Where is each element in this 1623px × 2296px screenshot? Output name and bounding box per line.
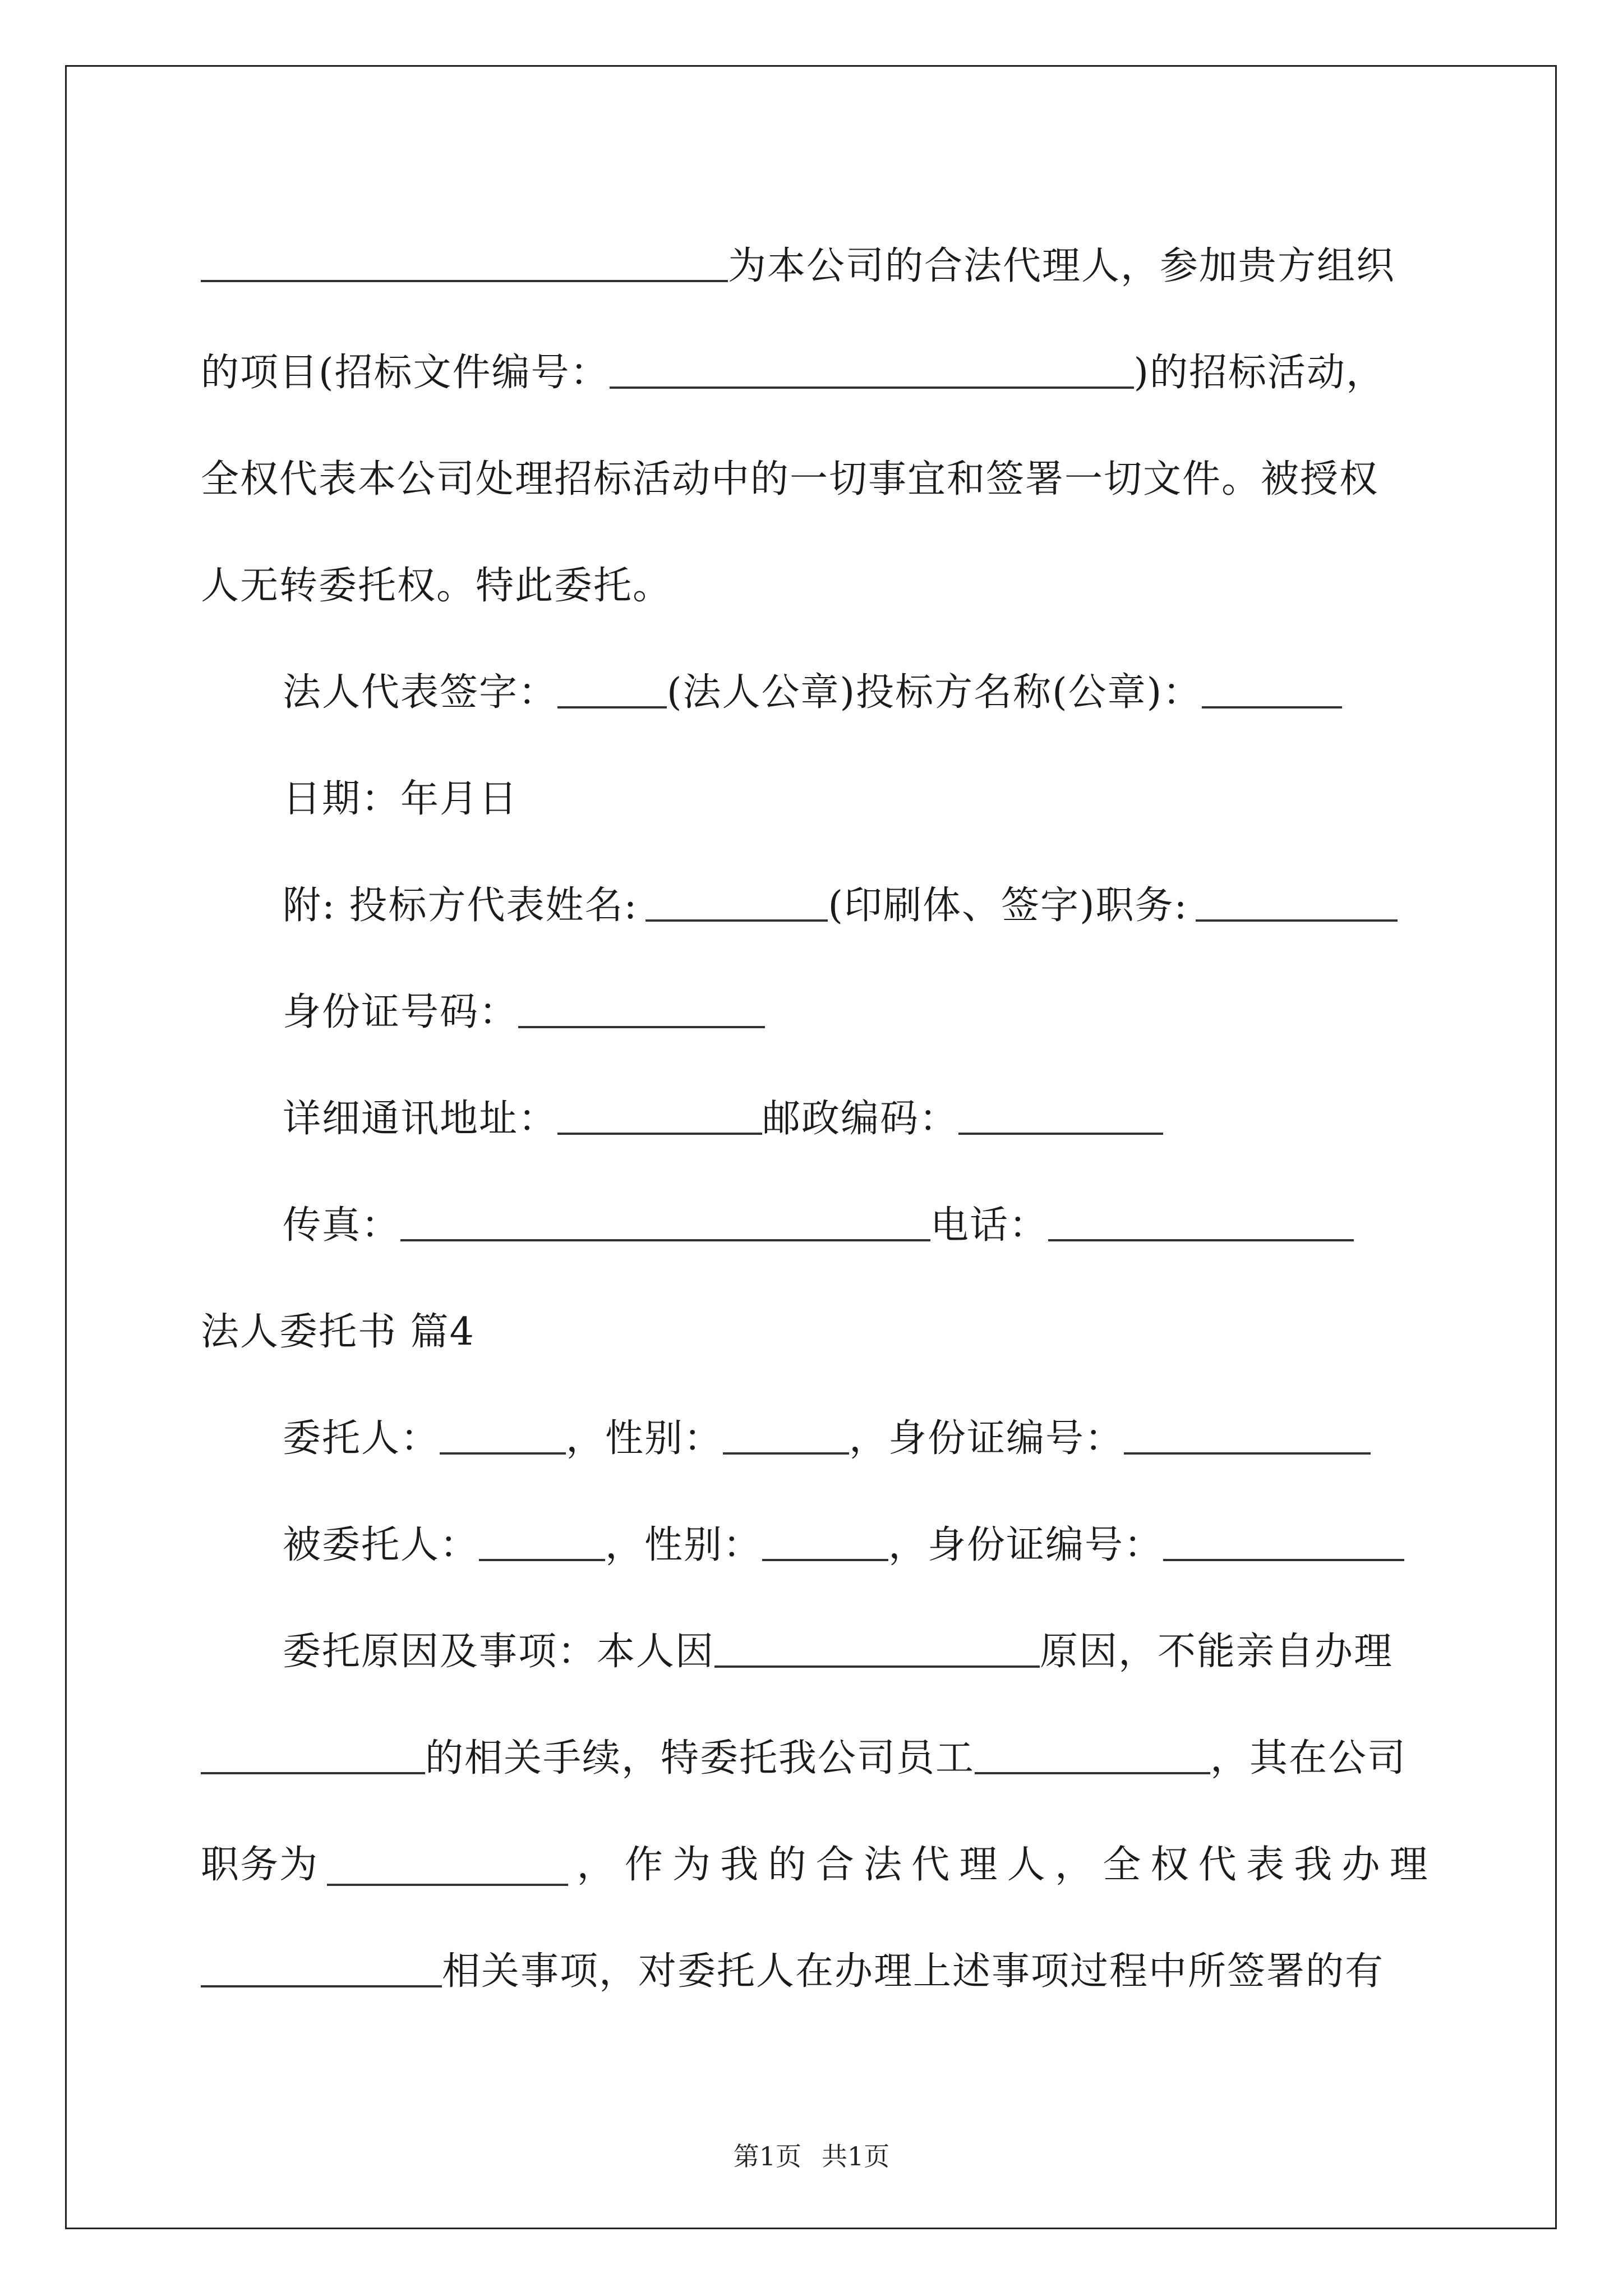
principal-label-a: 委托人： (283, 1416, 440, 1461)
reason-l4-a: 相关事项，对委托人在办理上述事项过程中所签署的有 (442, 1949, 1385, 1994)
reason-line2 (201, 1705, 1429, 1812)
principal-label-b: ，性别： (566, 1416, 723, 1461)
document-body (201, 213, 1429, 2025)
reason-l2-a: 的相关手续，特委托我公司员工 (425, 1736, 975, 1780)
reason-l3-w15: 我 (1294, 1843, 1334, 1887)
blank-address (557, 1099, 762, 1135)
section-title: 法人委托书 篇4 (201, 1310, 475, 1354)
address-label-a: 详细通讯地址： (283, 1097, 558, 1141)
id-line (201, 959, 1429, 1066)
reason-l1-b: 原因，不能亲自办理 (1040, 1630, 1394, 1674)
para1-line2-text-a: 的项目(招标文件编号： (201, 351, 610, 395)
principal-label-c: ，身份证编号： (849, 1416, 1124, 1461)
blank-reason (714, 1632, 1040, 1668)
sign-line (201, 639, 1429, 746)
blank-agent-person-name (479, 1525, 605, 1561)
blank-fax (400, 1205, 930, 1241)
agent-label-b: ，性别： (605, 1523, 763, 1567)
blank-tender-number (610, 353, 1134, 389)
reason-l3-w14: 表 (1246, 1843, 1285, 1887)
reason-l3-w4: 的 (768, 1843, 808, 1887)
blank-rep-name (645, 886, 828, 922)
para1-line3-text: 全权代表本公司处理招标活动中的一切事宜和签署一切文件。被授权 (201, 457, 1379, 501)
reason-l3-w13: 代 (1198, 1843, 1238, 1887)
reason-l3-w5: 合 (815, 1843, 855, 1887)
blank-agent-name (201, 246, 728, 282)
reason-l3-w7: 代 (911, 1843, 951, 1887)
reason-line1 (201, 1599, 1429, 1705)
reason-l3-w0: ， (577, 1843, 616, 1887)
agent-label-a: 被委托人： (283, 1523, 479, 1567)
agent-line (201, 1492, 1429, 1599)
sign-label-a: 法人代表签字： (283, 670, 558, 715)
blank-principal-id (1124, 1419, 1371, 1455)
blank-employee (975, 1738, 1210, 1774)
attach-label-a: 附: 投标方代表姓名: (283, 884, 638, 928)
reason-l1-a: 委托原因及事项：本人因 (283, 1630, 715, 1674)
para1-line4-text: 人无转委托权。特此委托。 (201, 564, 672, 608)
reason-line3 (201, 1812, 1429, 1918)
para1-line3 (201, 426, 1429, 533)
para1-line2-text-b: )的招标活动， (1133, 351, 1386, 395)
date-label: 日期：年月日 (283, 777, 519, 821)
reason-l3-w8: 理 (959, 1843, 999, 1887)
reason-l3-w1: 作 (624, 1843, 664, 1887)
page-footer (0, 2136, 1623, 2173)
date-line (201, 746, 1429, 853)
reason-l3-w16: 办 (1341, 1843, 1381, 1887)
footer-total-pages: 共1页 (822, 2141, 890, 2171)
footer-page-number: 第1页 (733, 2141, 801, 2171)
blank-legal-rep-signature (557, 673, 667, 708)
blank-company-position (327, 1850, 568, 1886)
reason-line4 (201, 1918, 1429, 2025)
fax-label: 传真： (283, 1203, 401, 1248)
reason-l3-w2: 为 (672, 1843, 712, 1887)
blank-agent-id (1163, 1525, 1404, 1561)
blank-bidder-name (1202, 673, 1342, 708)
principal-line (201, 1386, 1429, 1492)
reason-l2-b: ，其在公司 (1210, 1736, 1407, 1780)
reason-l3-w11: 全 (1103, 1843, 1142, 1887)
para1-line1-text: 为本公司的合法代理人，参加贵方组织 (728, 244, 1396, 288)
blank-agent-gender (762, 1525, 888, 1561)
blank-principal-gender (723, 1419, 849, 1455)
fax-line (201, 1172, 1429, 1279)
blank-phone (1048, 1205, 1354, 1241)
address-line (201, 1066, 1429, 1172)
blank-related-matter (201, 1952, 442, 1987)
address-label-b: 邮政编码： (762, 1097, 959, 1141)
blank-postcode (958, 1099, 1163, 1135)
attach-label-b: (印刷体、签字)职务: (828, 884, 1188, 928)
para1-line2 (201, 320, 1429, 426)
reason-l3-w17: 理 (1389, 1843, 1429, 1887)
reason-l3-w10: ， (1054, 1843, 1094, 1887)
blank-matter (201, 1738, 425, 1774)
para1-line1 (201, 213, 1429, 320)
reason-l3-w6: 法 (863, 1843, 903, 1887)
para1-line4 (201, 533, 1429, 639)
blank-id-number (518, 992, 765, 1028)
blank-principal-name (440, 1419, 566, 1455)
blank-position (1196, 886, 1398, 922)
reason-l3-w3: 我 (720, 1843, 760, 1887)
agent-label-c: ，身份证编号： (888, 1523, 1164, 1567)
sign-label-b: (法人公章)投标方名称(公章)： (667, 670, 1202, 715)
attach-line (201, 853, 1429, 959)
reason-l3-w12: 权 (1150, 1843, 1190, 1887)
reason-l3-a: 职务为 (201, 1843, 319, 1887)
phone-label: 电话： (930, 1203, 1049, 1248)
reason-l3-w9: 人 (1007, 1843, 1046, 1887)
id-label: 身份证号码： (283, 990, 519, 1034)
